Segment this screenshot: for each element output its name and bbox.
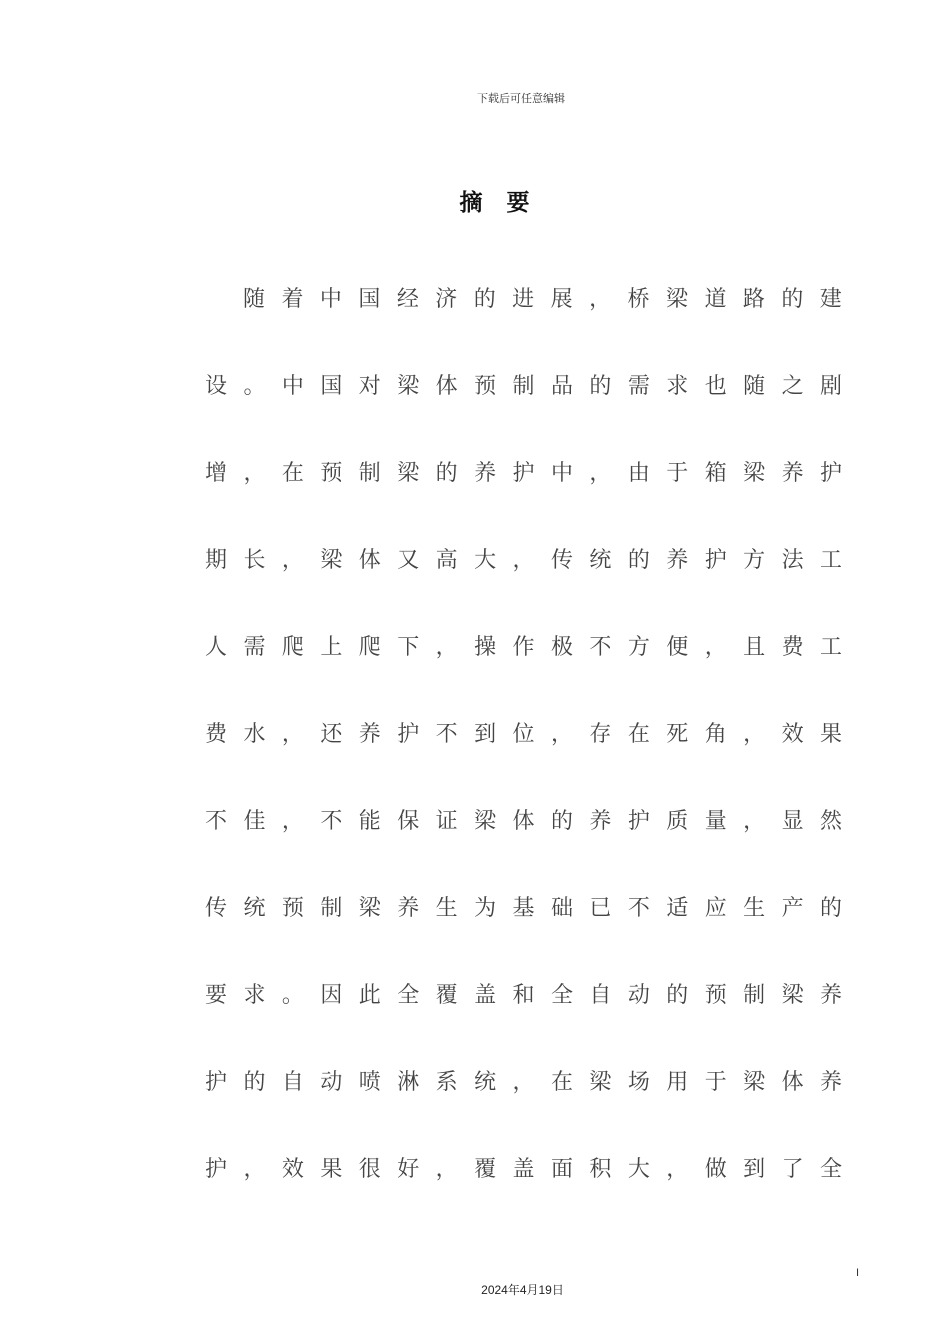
text-line: 护 的 自 动 喷 淋 系 统 ， 在 梁 场 用 于 梁 体 养 — [205, 1070, 843, 1095]
abstract-title: 摘要 — [459, 190, 554, 216]
text-line: 要 求 。 因 此 全 覆 盖 和 全 自 动 的 预 制 梁 养 — [205, 983, 843, 1008]
page-number: I — [856, 1267, 860, 1279]
text-line: 人 需 爬 上 爬 下 ， 操 作 极 不 方 便 ， 且 费 工 — [205, 635, 843, 660]
header-note: 下载后可任意编辑 — [477, 92, 565, 105]
text-line: 设 。 中 国 对 梁 体 预 制 品 的 需 求 也 随 之 剧 — [205, 374, 843, 399]
text-line: 不 佳 ， 不 能 保 证 梁 体 的 养 护 质 量 ， 显 然 — [205, 809, 843, 834]
text-line: 增 ， 在 预 制 梁 的 养 护 中 ， 由 于 箱 梁 养 护 — [205, 461, 843, 486]
abstract-body — [205, 283, 842, 1240]
text-line: 护 ， 效 果 很 好 ， 覆 盖 面 积 大 ， 做 到 了 全 — [205, 1157, 843, 1182]
text-line: 期 长 ， 梁 体 又 高 大 ， 传 统 的 养 护 方 法 工 — [205, 548, 843, 573]
text-line: 费 水 ， 还 养 护 不 到 位 ， 存 在 死 角 ， 效 果 — [205, 722, 843, 747]
text-line: 随 着 中 国 经 济 的 进 展 ， 桥 梁 道 路 的 建 — [243, 287, 842, 312]
text-line: 传 统 预 制 梁 养 生 为 基 础 已 不 适 应 生 产 的 — [205, 896, 843, 921]
footer-date: 2024年4月19日 — [481, 1283, 564, 1297]
